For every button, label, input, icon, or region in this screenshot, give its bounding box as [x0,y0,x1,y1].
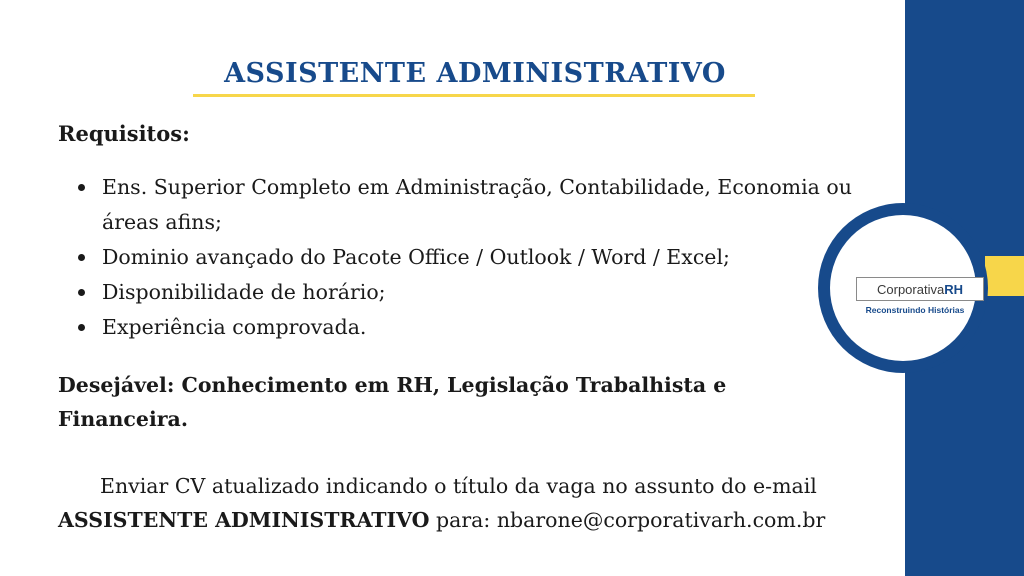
title-underline [193,94,755,97]
logo-name-part1: Corporativa [877,281,945,297]
requirements-list [58,170,862,345]
footer-subject: ASSISTENTE ADMINISTRATIVO [58,508,430,532]
footer-to-label: para: [429,508,497,532]
requirements-heading: Requisitos: [58,121,190,146]
requirement-item: Experiência comprovada. [102,310,862,345]
logo-tagline: Reconstruindo Histórias [865,305,965,315]
footer-instructions: Enviar CV atualizado indicando o título da vaga no assunto do e-mail [100,474,817,498]
footer-contact [58,508,825,532]
requirement-item: Dominio avançado do Pacote Office / Outlook / Word / Excel; [102,240,862,275]
job-title: ASSISTENTE ADMINISTRATIVO [224,58,726,89]
requirement-item: Disponibilidade de horário; [102,275,862,310]
footer-email[interactable]: nbarone@corporativarh.com.br [496,508,826,532]
yellow-accent-tab [985,256,1024,296]
logo-name-part2: RH [944,281,963,297]
requirement-item: Ens. Superior Completo em Administração, Contabilidade, Economia ou áreas afins; [102,170,862,240]
logo-wordmark [856,277,984,301]
desirable-text: Desejável: Conhecimento em RH, Legislação Trabalhista e Financeira. [58,373,727,431]
